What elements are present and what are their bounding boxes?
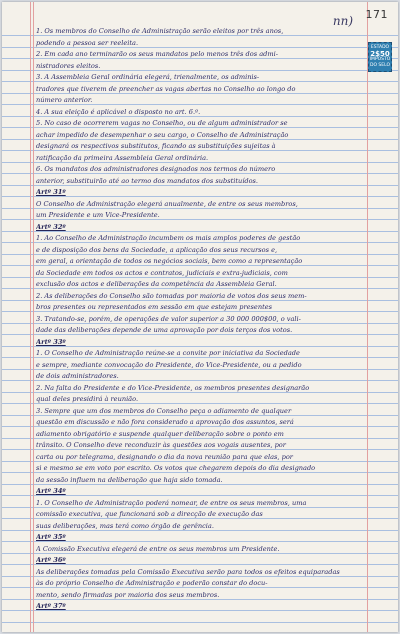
text-line: mento, sendo firmadas por maioria dos seus membros. xyxy=(36,590,220,599)
stamp-top-text: ESTADO xyxy=(370,45,390,50)
text-line: 5. No caso de ocorrerem vagas no Conselho, ou de algum administrador se xyxy=(36,119,288,127)
text-line: designará os respectivos substitutos, ficando as substituições sujeitas à xyxy=(36,142,276,150)
text-line: O Conselho de Administração elegerá anualmente, de entre os seus membros, xyxy=(36,199,298,208)
stamp-value: 2$50 xyxy=(370,50,390,58)
text-line: suas deliberações, mas terá como órgão de gerência. xyxy=(36,521,214,530)
article-heading: Artº 37º xyxy=(36,602,66,610)
text-line: 1. Os membros do Conselho de Administração serão eleitos por três anos, xyxy=(36,27,284,35)
text-line: As deliberações tomadas pela Comissão Executiva serão para todos os efeitos equiparadas xyxy=(36,567,340,576)
article-heading: Artº 32º xyxy=(36,222,66,231)
text-line: qual deles presidirá à reunião. xyxy=(36,395,139,403)
text-line: si e mesmo se em voto por escrito. Os votos que chegarem depois do dia designado xyxy=(36,464,316,472)
article-heading: Artº 35º xyxy=(36,533,66,541)
stamp-bottom-text: IMPOSTO DO SELO xyxy=(369,57,391,68)
text-line: bros presentes ou representados em sessão em que estejam presentes xyxy=(36,303,273,311)
text-line: 4. A sua eleição é aplicável o disposto no art. 6.º. xyxy=(36,107,201,116)
text-line: podendo a pessoa ser reeleita. xyxy=(36,38,139,47)
text-line: 1. Ao Conselho de Administração incumbem os mais amplos poderes de gestão xyxy=(36,234,301,242)
text-line: e sempre, mediante convocação do Presidente, do Vice-Presidente, ou a pedido xyxy=(36,360,302,369)
corner-mark: nn) xyxy=(332,14,353,28)
page-number: 171 xyxy=(365,8,388,21)
margin-line-left-inner xyxy=(33,2,34,632)
text-line: 1. O Conselho de Administração reúne-se a convite por iniciativa da Sociedade xyxy=(36,349,300,357)
text-line: em geral, a orientação de todos os negócios sociais, bem como a representação xyxy=(36,257,303,265)
text-line: da sessão influem na deliberação que haja sido tomada. xyxy=(36,475,223,484)
text-line: ratificação da primeira Assembleia Geral ordinária. xyxy=(36,153,209,162)
text-line: adiamento obrigatório e suspende qualquer deliberação sobre o ponto em xyxy=(36,429,284,438)
article-heading: Artº 36º xyxy=(36,556,66,564)
text-line: trânsito. O Conselho deve reconduzir às questões aos vogais ausentes, por xyxy=(36,441,286,449)
text-line: comissão executiva, que funcionará sob a direcção de execução das xyxy=(36,510,263,518)
text-line: A Comissão Executiva elegerá de entre os seus membros um Presidente. xyxy=(36,544,280,553)
text-line: nistradores eleitos. xyxy=(36,61,101,70)
article-heading: Artº 31º xyxy=(36,188,66,196)
text-line: 1. O Conselho de Administração poderá nomear, de entre os seus membros, uma xyxy=(36,498,307,507)
text-line: questão em discussão e não fora considerado a aprovação dos assuntos, será xyxy=(36,418,294,426)
article-heading: Artº 34º xyxy=(36,487,66,495)
text-line: carta ou por telegrama, designando o dia da nova reunião para que elas, por xyxy=(36,452,293,461)
text-line: 2. Em cada ano terminarão os seus mandatos pelo menos três dos admi- xyxy=(36,50,278,58)
text-line: às do próprio Conselho de Administração e poderão constar do docu- xyxy=(36,579,268,587)
text-line: achar impedido de desempenhar o seu cargo, o Conselho de Administração xyxy=(36,130,289,139)
margin-line-left xyxy=(30,2,31,632)
text-line: 2. As deliberações do Conselho são tomadas por maioria de votos dos seus mem- xyxy=(36,291,307,300)
text-line: 3. Tratando-se, porém, de operações de valor superior a 30 000 000$00, o vali- xyxy=(36,314,301,323)
tax-stamp xyxy=(368,42,392,72)
text-line: 6. Os mandatos dos administradores designados nos termos do número xyxy=(36,165,276,173)
text-line: número anterior. xyxy=(36,96,93,104)
text-line: e de disposição dos bens da Sociedade, a aplicação dos seus recursos e, xyxy=(36,245,278,254)
text-line: um Presidente e um Vice-Presidente. xyxy=(36,211,160,219)
text-line: 3. A Assembleia Geral ordinária elegerá, trienalmente, os adminis- xyxy=(36,73,260,81)
text-line: da Sociedade em todos os actos e contratos, judiciais e extra-judiciais, com xyxy=(36,268,288,277)
text-line: dade das deliberações depende de uma aprovação por dois terços dos votos. xyxy=(36,326,293,334)
text-line: anterior, substituirão até ao termo dos mandatos dos substituídos. xyxy=(36,176,259,185)
text-line: 2. Na falta do Presidente e do Vice-Presidente, os membros presentes designarão xyxy=(36,383,310,392)
article-heading: Artº 33º xyxy=(36,337,66,346)
text-line: 3. Sempre que um dos membros do Conselho peça o adiamento de qualquer xyxy=(36,406,292,415)
handwritten-text-block xyxy=(36,26,364,613)
text-line: de dois administradores. xyxy=(36,372,119,380)
ruled-line xyxy=(2,622,398,623)
ledger-page xyxy=(2,2,398,632)
text-line: exclusão dos actos e deliberações da competência da Assembleia Geral. xyxy=(36,280,277,288)
text-line: tradores que tiverem de preencher as vagas abertas no Conselho ao longo do xyxy=(36,84,296,93)
margin-line-right xyxy=(367,2,368,632)
